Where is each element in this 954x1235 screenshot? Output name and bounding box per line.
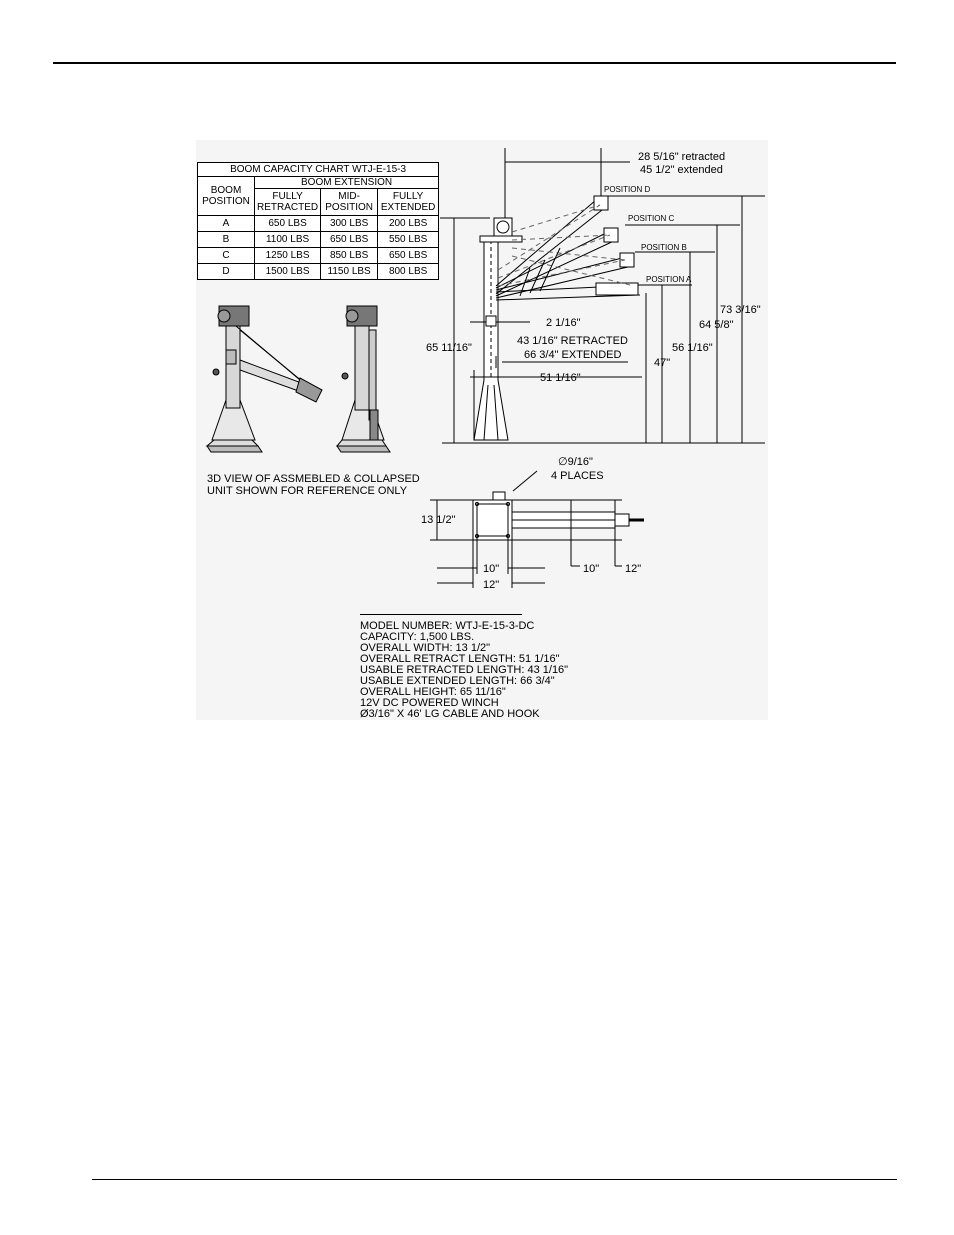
- column-header: FULLY RETRACTED: [255, 189, 321, 216]
- 3d-view-collapsed: [337, 306, 390, 452]
- spec-cable: Ø3/16" X 46' LG CABLE AND HOOK: [360, 708, 540, 720]
- dim-height-65: 65 11/16": [426, 342, 472, 354]
- column-header: MID- POSITION: [321, 189, 378, 216]
- table-cell: 650 LBS: [321, 232, 378, 248]
- column-header: FULLY EXTENDED: [378, 189, 439, 216]
- dim-base-12-right: 12": [625, 563, 642, 575]
- spec-winch: 12V DC POWERED WINCH: [360, 697, 499, 709]
- table-cell: B: [198, 232, 255, 248]
- dim-hole-count: 4 PLACES: [551, 470, 604, 482]
- table-cell: 1150 LBS: [321, 264, 378, 280]
- dim-height-73: 73 3/16": [720, 304, 761, 316]
- table-cell: C: [198, 248, 255, 264]
- table-cell: 800 LBS: [378, 264, 439, 280]
- dim-top-extended: 45 1/2" extended: [640, 164, 723, 176]
- label-position-c: POSITION C: [628, 214, 675, 223]
- specs-rule: [360, 614, 522, 615]
- row-header: BOOM POSITION: [198, 177, 255, 216]
- footer-rule: [92, 1179, 897, 1180]
- table-title: BOOM CAPACITY CHART WTJ-E-15-3: [198, 163, 439, 177]
- dim-overall-length: 51 1/16": [540, 372, 581, 384]
- dim-base-10-right: 10": [583, 563, 600, 575]
- dim-height-47: 47": [654, 357, 671, 369]
- spec-usable-extended: USABLE EXTENDED LENGTH: 66 3/4": [360, 675, 555, 687]
- table-cell: 650 LBS: [378, 248, 439, 264]
- table-cell: 650 LBS: [255, 216, 321, 232]
- spec-capacity: CAPACITY: 1,500 LBS.: [360, 631, 475, 643]
- spec-width: OVERALL WIDTH: 13 1/2": [360, 642, 491, 654]
- table-cell: 850 LBS: [321, 248, 378, 264]
- label-position-d: POSITION D: [604, 185, 651, 194]
- 3d-view-extended: [207, 306, 322, 452]
- table-cell: 200 LBS: [378, 216, 439, 232]
- table-cell: A: [198, 216, 255, 232]
- table-cell: 550 LBS: [378, 232, 439, 248]
- dim-base-10-left: 10": [483, 563, 500, 575]
- dim-reach-extended: 66 3/4" EXTENDED: [524, 349, 622, 361]
- spec-model: MODEL NUMBER: WTJ-E-15-3-DC: [360, 620, 535, 632]
- spec-usable-retracted: USABLE RETRACTED LENGTH: 43 1/16": [360, 664, 569, 676]
- group-header: BOOM EXTENSION: [255, 177, 439, 189]
- table-cell: D: [198, 264, 255, 280]
- reference-note: 3D VIEW OF ASSMEBLED & COLLAPSED UNIT SHOWN FOR REFERENCE ONLY: [207, 473, 420, 497]
- specifications-block: [360, 621, 568, 720]
- spec-retract-length: OVERALL RETRACT LENGTH: 51 1/16": [360, 653, 560, 665]
- dim-base-12-left: 12": [483, 579, 500, 591]
- table-cell: 1100 LBS: [255, 232, 321, 248]
- label-position-a: POSITION A: [646, 275, 692, 284]
- table-cell: 1500 LBS: [255, 264, 321, 280]
- spec-height: OVERALL HEIGHT: 65 11/16": [360, 686, 506, 698]
- base-plan-view: [430, 471, 644, 588]
- dim-top-retracted: 28 5/16" retracted: [638, 151, 726, 163]
- table-cell: 300 LBS: [321, 216, 378, 232]
- dim-reach-retracted: 43 1/16" RETRACTED: [517, 335, 628, 347]
- dim-height-64: 64 5/8": [699, 319, 734, 331]
- label-position-b: POSITION B: [641, 243, 687, 252]
- table-cell: 1250 LBS: [255, 248, 321, 264]
- dim-hole-diameter: ∅9/16": [558, 456, 593, 468]
- dim-base-width: 13 1/2": [421, 514, 456, 526]
- dim-height-56: 56 1/16": [672, 342, 713, 354]
- dim-offset: 2 1/16": [546, 317, 581, 329]
